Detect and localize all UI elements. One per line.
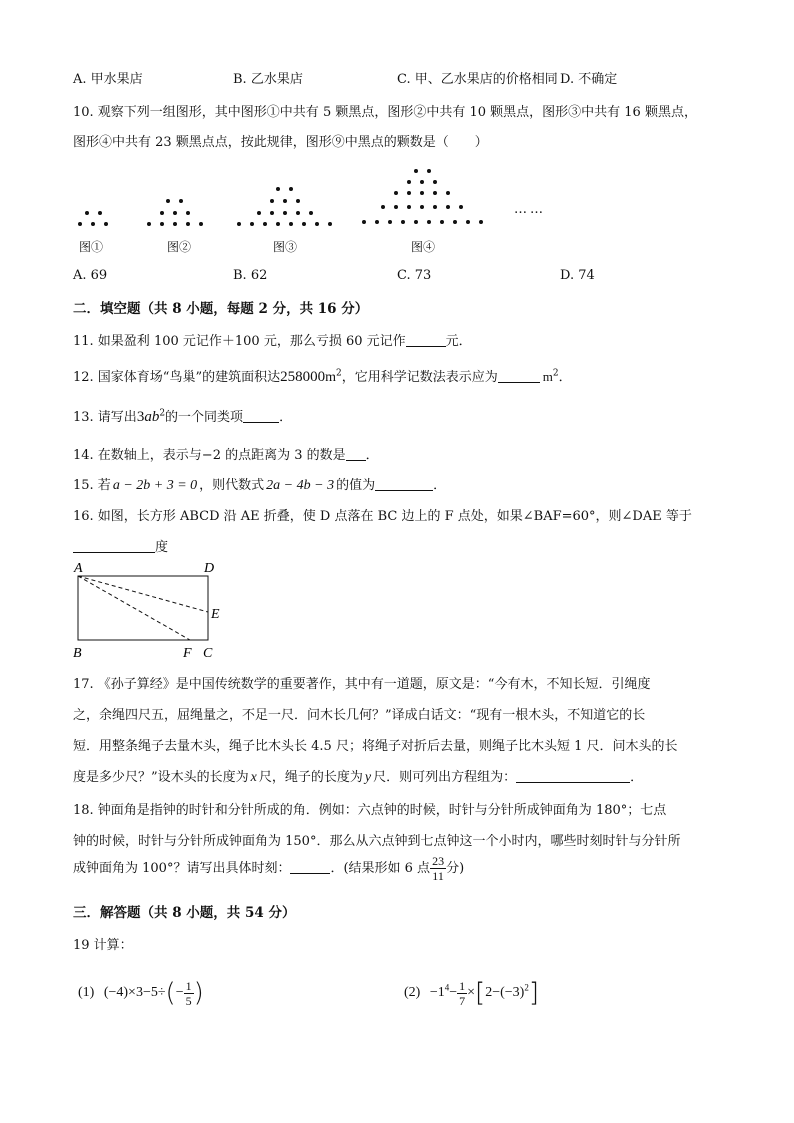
dot [289,187,293,191]
q12-end-unit: m [542,369,553,384]
dot [199,222,203,226]
q19-part1-fraction [184,979,194,1008]
option-a: A. 甲水果店 [73,72,143,87]
dot [453,220,457,224]
q18-fraction [430,854,446,883]
q18-text-c: 分) [446,861,465,876]
dot [283,211,287,215]
q12-text: 12. 国家体育场“鸟巢”的建筑面积达 [73,370,281,385]
q18-text-a: 成钟面角为 100°？请写出具体时刻： [73,861,291,876]
label-c: C [203,646,213,661]
q15-answer-blank[interactable] [375,478,433,491]
q10-option-b: B. 62 [233,268,268,283]
dot [263,222,267,226]
q18-line1: 18. 钟面角是指钟的时针和分针所成的角．例如：六点钟的时候，时针与分针所成钟面角为 180°；七点 [73,803,667,818]
q17-line1: 17. 《孙子算经》是中国传统数学的重要著作，其中有一道题，原文是：“今有木，不知长短．引绳度 [73,677,651,692]
dot [466,220,470,224]
q13-sup: 2 [159,408,166,419]
q16-line2 [73,536,168,555]
dot [270,211,274,215]
q12-sup: 2 [336,368,342,379]
label-e: E [211,607,220,622]
q19-part2-fraction [457,979,467,1008]
right-paren: ) [193,978,204,1008]
q17-line4 [73,766,643,786]
section-3-title: 三．解答题（共 8 小题，共 54 分） [73,905,296,921]
figure-label-2: 图② [167,240,192,254]
ellipsis: …… [514,202,546,217]
dot [257,211,261,215]
dot [85,211,89,215]
q18-frac-den: 11 [432,869,444,883]
q15-text-b: ，则代数式 [199,478,265,493]
dot [420,180,424,184]
rectangle-fold-diagram [70,558,230,662]
q10-option-c: C. 73 [397,268,432,283]
label-a: A [74,561,83,576]
question-13 [73,406,292,426]
dot [427,169,431,173]
dot [420,191,424,195]
q19-title: 19 计算： [73,938,133,953]
dot [237,222,241,226]
dot [160,222,164,226]
q17-text-c: 尺．则可列出方程组为： [373,770,517,785]
dot [440,220,444,224]
dot [276,222,280,226]
q19-part2-minus: − [449,985,458,1001]
q18-line2: 钟的时候，时针与分针所成钟面角为 150°．那么从六点钟到七点钟这一个小时内，哪些时刻时针与分针所 [73,834,681,849]
dot [98,211,102,215]
q15-condition: a − 2b + 3 = 0 [112,478,198,493]
dot [186,211,190,215]
dot [276,187,280,191]
dot [388,220,392,224]
q18-text-b: ．(结果形如 6 点 [330,861,431,876]
dot [414,220,418,224]
q19-part2 [404,978,539,1008]
dot [407,180,411,184]
left-bracket: [ [475,978,486,1008]
q14-text: 14. 在数轴上，表示与−2 的点距离为 3 的数是 [73,448,346,463]
q12-text-b: ，它用科学记数法表示应为 [341,370,498,385]
q19-part1-frac-num: 1 [185,978,192,993]
q13-var: ab [144,409,160,425]
dot [309,211,313,215]
q15-text-c: 的值为 [336,478,376,493]
q19-part1-sign: − [175,985,184,1001]
dot [173,211,177,215]
q19-part1-label: (1) [78,985,95,1001]
q13-end: ． [279,410,293,425]
q14-answer-blank[interactable] [346,448,366,461]
q12-unit: m [325,370,336,385]
option-b: B. 乙水果店 [233,72,303,87]
fold-line-af [78,576,190,640]
rectangle-abcd [78,576,208,640]
dot [179,199,183,203]
q10-option-d: D. 74 [560,268,595,283]
figure-label-3: 图③ [273,240,298,254]
dot [173,222,177,226]
dot [296,199,300,203]
q18-frac-num: 23 [432,854,445,868]
q14-end: ． [365,448,379,463]
q12-value: 258000 [280,369,326,385]
dot [315,222,319,226]
dot [433,191,437,195]
q10-option-a: A. 69 [73,268,108,283]
right-bracket: ] [528,978,539,1008]
dot [270,199,274,203]
q15-expression: 2a − 4b − 3 [266,478,335,493]
label-f: F [183,646,192,661]
q19-part2-expr-a: −1 [429,985,445,1001]
q19-part2-frac-num: 1 [459,978,466,993]
dot [328,222,332,226]
q16-answer-blank[interactable] [73,540,155,553]
q13-text: 13. 请写出 [73,410,137,425]
dot [375,220,379,224]
dot [296,211,300,215]
q17-text-a: 度是多少尺？”设木头的长度为 [73,770,249,785]
q17-line3: 短．用整条绳子去量木头，绳子比木头长 4.5 尺；将绳子对折后去量，则绳子比木头短 1 尺．问木头的长 [73,739,678,754]
dot [394,191,398,195]
question-11 [73,330,472,349]
q12-answer-blank[interactable] [498,370,540,383]
q19-part2-label: (2) [404,985,421,1001]
q12-end-sup: 2 [552,368,559,379]
q19-part2-sup: 4 [444,982,450,993]
dot [186,222,190,226]
q17-end: ． [630,770,644,785]
dot [147,222,151,226]
dot [407,191,411,195]
q17-var-x: x [250,770,257,785]
q12-end: ． [558,370,572,385]
dot [479,220,483,224]
dot [446,191,450,195]
label-d: D [204,561,215,576]
dot [283,199,287,203]
section-2-title: 二．填空题（共 8 小题，每题 2 分，共 16 分） [73,301,369,317]
q13-coef: 3 [136,409,145,425]
fold-line-ae [78,576,208,612]
q17-line2: 之，余绳四尺五，屈绳量之，不足一尺．问木长几何？”译成白话文：“现有一根木头，不知道它的长 [73,708,646,723]
q17-answer-blank[interactable] [516,770,630,783]
figure-label-1: 图① [79,240,104,254]
q16-end: 度 [155,540,169,555]
q17-var-y: y [364,770,372,785]
dot [166,199,170,203]
q18-answer-blank[interactable] [290,861,330,874]
label-b: B [73,646,82,661]
q19-part2-frac-den: 7 [459,993,466,1008]
q11-end: 元． [445,334,472,349]
dot [160,211,164,215]
figure-label-4: 图④ [411,240,436,254]
dot [289,222,293,226]
q19-part1-frac-den: 5 [185,993,192,1008]
dot [394,205,398,209]
dot [104,222,108,226]
q11-answer-blank[interactable] [406,334,446,347]
dot [407,205,411,209]
q15-end: ． [433,478,447,493]
dot [427,220,431,224]
question-12 [73,366,572,386]
q19-part1 [78,978,204,1008]
question-15 [73,474,446,494]
dot [381,205,385,209]
q16-line1: 16. 如图，长方形 ABCD 沿 AE 折叠，使 D 点落在 BC 边上的 F 点处，如果∠BAF=60°，则∠DAE 等于 [73,509,692,524]
q19-part2-bracket: 2−(−3) [485,985,525,1001]
q19-part1-expr: (−4)×3−5÷ [103,985,166,1001]
dot [401,220,405,224]
q15-text: 15. 若 [73,478,111,493]
q19-part2-times: × [467,985,476,1001]
q17-text-b: 尺，绳子的长度为 [258,770,363,785]
dot [414,169,418,173]
q11-text: 11. 如果盈利 100 元记作＋100 元，那么亏损 60 元记作 [73,334,406,349]
dot [433,180,437,184]
option-d: D. 不确定 [560,72,618,87]
dot [420,205,424,209]
dot [302,222,306,226]
left-paren: ( [165,978,176,1008]
option-c: C. 甲、乙水果店的价格相同 [397,72,558,87]
dot [78,222,82,226]
dot [459,205,463,209]
q19-part2-sup2: 2 [524,982,529,993]
q18-line3 [73,854,464,883]
q13-answer-blank[interactable] [243,410,279,423]
q10-line1: 10. 观察下列一组图形，其中图形①中共有 5 颗黑点，图形②中共有 10 颗黑点，图形③中共有 16 颗黑点， [73,105,697,120]
dot [250,222,254,226]
q10-line2: 图形④中共有 23 颗黑点点，按此规律，图形⑨中黑点的颗数是（ ） [73,135,488,150]
dot [362,220,366,224]
q13-text-b: 的一个同类项 [165,410,244,425]
dot [433,205,437,209]
dot [91,222,95,226]
question-14 [73,444,379,463]
dot [446,205,450,209]
